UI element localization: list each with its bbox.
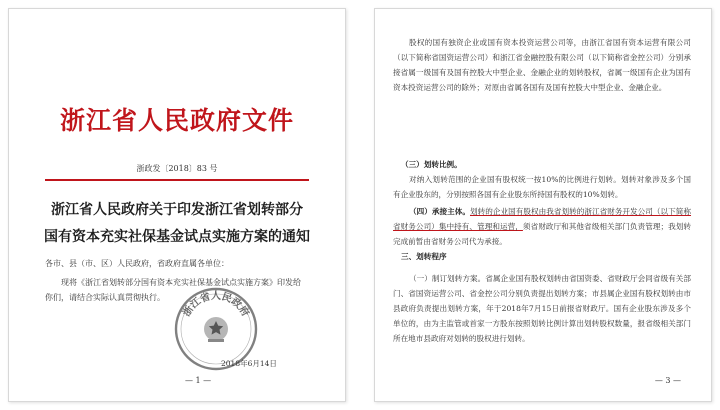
addressee: 各市、县（市、区）人民政府，省政府直属各单位：	[45, 259, 229, 268]
paragraph-draft-plan	[393, 271, 691, 346]
national-emblem-icon	[204, 317, 228, 342]
issue-date: 2018年6月14日	[221, 359, 277, 368]
page-number: — 3 —	[654, 376, 681, 385]
draft-plan-text: 省属企业国有股权划转由省国资委、省财政厅会同省级有关部门、省国资运营公司、省金控公司分别负责提出划转方案；市县属企业国有股权划转由市县政府负责提出划转方案，年于2018年7月15日前报省财政厅。国有企业股东涉及多个单位的，由为主监管或首家一方股东按照划转比例计算出划转股权数量，报省级相关部门所在地市县政府对划转的股权进行划转。	[393, 274, 692, 343]
heading-transfer-ratio: （三）划转比例。	[401, 160, 462, 169]
right-document-page	[374, 8, 712, 402]
heading-draft-plan: （一）制订划转方案。	[409, 274, 486, 283]
document-number: 浙政发〔2018〕83 号	[136, 164, 218, 173]
document-title	[29, 197, 325, 251]
notice-body: 现将《浙江省划转部分国有资本充实社保基金试点实施方案》印发给你们，请结合实际认真贯彻执行。	[45, 278, 301, 302]
title-line-1: 浙江省人民政府关于印发浙江省划转部分	[51, 202, 303, 218]
paragraph-transfer-subjects: 股权的国有独资企业或国有资本投资运营公司等，由浙江省国有资本运营有限公司（以下简称省国资运营公司）和浙江省金融控股有限公司（以下简称省金控公司）分别承接省属一级国有及国有控股大中型企业、金融企业的划转股权，省属一级国有企业为国有资本投资运营公司的除外；对原由省属各国有及国有控股大中型企业、金融企业。	[393, 38, 691, 92]
title-line-2: 国有资本充实社保基金试点实施方案的通知	[44, 229, 310, 245]
left-document-page	[8, 8, 346, 402]
seal-text: 浙江省人民政府	[181, 291, 251, 319]
section-heading-procedure: 三、划转程序	[401, 252, 447, 261]
document-header: 浙江省人民政府文件	[59, 106, 294, 135]
highlighted-clause: 划转的企业国有股权由我省划转的浙江省财务开发公司（以下简称省财务公司）集中持有、管理和运营，	[393, 207, 692, 231]
receiving-entity-rest: 须省财政厅和其他省级相关部门负责管理；我划转完成前暂由省财务公司代为承接。	[393, 222, 692, 246]
paragraph-receiving-entity	[393, 204, 691, 249]
header-red-line	[45, 179, 309, 181]
heading-receiving-entity: （四）承接主体。	[409, 207, 470, 216]
page-number: — 1 —	[185, 376, 212, 385]
paragraph-transfer-ratio: 对纳入划转范围的企业国有股权统一按10%的比例进行划转。划转对象涉及多个国有企业股东的，分别按照各国有企业股东所持国有股权的10%划转。	[393, 175, 691, 199]
